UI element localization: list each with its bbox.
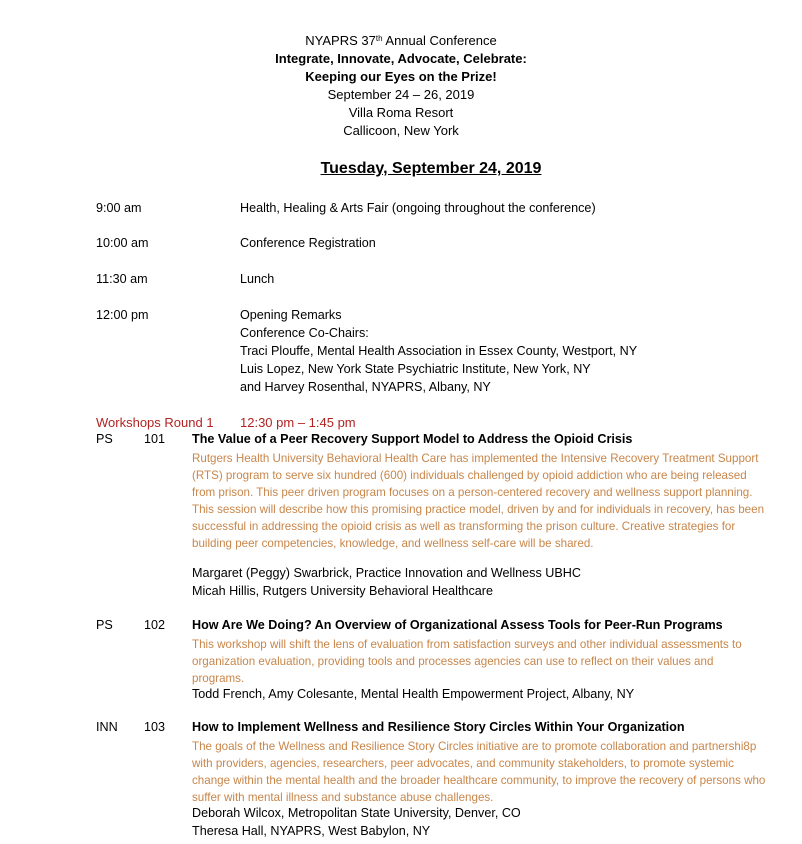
workshop-description: This workshop will shift the lens of evaluation from satisfaction surveys and other individual assessments to organization evaluation, providing tools and processes agencies can use to reflect on their values and programs. <box>192 638 742 685</box>
schedule-line: Traci Plouffe, Mental Health Association in Essex County, Westport, NY <box>240 344 638 358</box>
schedule-desc <box>240 270 760 288</box>
workshop-title: The Value of a Peer Recovery Support Model to Address the Opioid Crisis <box>192 432 633 446</box>
schedule-line: Lunch <box>240 272 275 286</box>
schedule-desc <box>240 199 760 217</box>
workshop-number: 101 <box>144 432 166 446</box>
presenter: Margaret (Peggy) Swarbrick, Practice Innovation and Wellness UBHC <box>192 566 581 580</box>
schedule-line: Opening Remarks <box>240 308 342 322</box>
theme-line-2: Keeping our Eyes on the Prize! <box>305 69 497 84</box>
conference-venue: Villa Roma Resort <box>348 105 454 120</box>
workshop-code: PS <box>96 432 113 446</box>
workshop-number: 103 <box>144 720 166 734</box>
workshop-title: How to Implement Wellness and Resilience Story Circles Within Your Organization <box>192 720 685 734</box>
presenter: Deborah Wilcox, Metropolitan State University, Denver, CO <box>192 806 521 820</box>
day-title: Tuesday, September 24, 2019 <box>320 160 542 177</box>
schedule-time: 10:00 am <box>96 236 149 250</box>
schedule-desc <box>240 234 760 252</box>
workshop-description: Rutgers Health University Behavioral Health Care has implemented the Intensive Recovery Treatment Support (RTS) program to serve six hundred (600) individuals challenged by opioid addiction who are being released from prison. This peer driven program focuses on a person-centered recovery and wellness support planning. This session will describe how this promising practice model, driven by and for individuals in recovery, has been successful in addressing the opioid crisis as well as transforming the prison culture. Creative strategies for building peer competencies, knowledge, and wellness self-care will be shared. <box>192 452 765 550</box>
theme-line-1: Integrate, Innovate, Advocate, Celebrate: <box>275 51 527 66</box>
workshop-code: INN <box>96 720 118 734</box>
schedule-line: Luis Lopez, New York State Psychiatric Institute, New York, NY <box>240 362 591 376</box>
workshop-code: PS <box>96 618 113 632</box>
workshop-number: 102 <box>144 618 166 632</box>
schedule-line: Health, Healing & Arts Fair (ongoing throughout the conference) <box>240 201 596 215</box>
workshop-description: The goals of the Wellness and Resilience Story Circles initiative are to promote collaboration and partnershi8p with providers, agencies, researchers, peer advocates, and community stakeholders, to promote systemic change within the mental health and the broader healthcare community, to improve the recovery of persons who suffer with mental illness and substance abuse challenges. <box>192 740 766 804</box>
ordinal-suffix: th <box>375 34 383 43</box>
workshop-presenters <box>192 804 772 840</box>
schedule-time: 12:00 pm <box>96 308 149 322</box>
schedule-line: Conference Registration <box>240 236 376 250</box>
presenter: Micah Hillis, Rutgers University Behavioral Healthcare <box>192 584 493 598</box>
schedule-line: Conference Co-Chairs: <box>240 326 369 340</box>
schedule-time: 11:30 am <box>96 272 148 286</box>
round-time: 12:30 pm – 1:45 pm <box>240 415 356 430</box>
workshop-presenters <box>192 564 772 600</box>
schedule-line: and Harvey Rosenthal, NYAPRS, Albany, NY <box>240 380 491 394</box>
conference-location: Callicoon, New York <box>343 123 459 138</box>
round-label: Workshops Round 1 <box>96 415 214 430</box>
conference-name <box>0 32 802 50</box>
conference-dates: September 24 – 26, 2019 <box>327 87 475 102</box>
conference-header <box>0 32 802 140</box>
presenter: Todd French, Amy Colesante, Mental Health Empowerment Project, Albany, NY <box>192 687 635 701</box>
workshop-presenters <box>192 685 772 703</box>
schedule-desc <box>240 306 760 396</box>
conference-label: Annual Conference <box>382 33 497 48</box>
workshop-title: How Are We Doing? An Overview of Organizational Assess Tools for Peer-Run Programs <box>192 618 723 632</box>
org-name: NYAPRS 37 <box>305 33 376 48</box>
schedule-time: 9:00 am <box>96 201 142 215</box>
presenter: Theresa Hall, NYAPRS, West Babylon, NY <box>192 824 431 838</box>
workshop-round-heading <box>96 414 356 432</box>
